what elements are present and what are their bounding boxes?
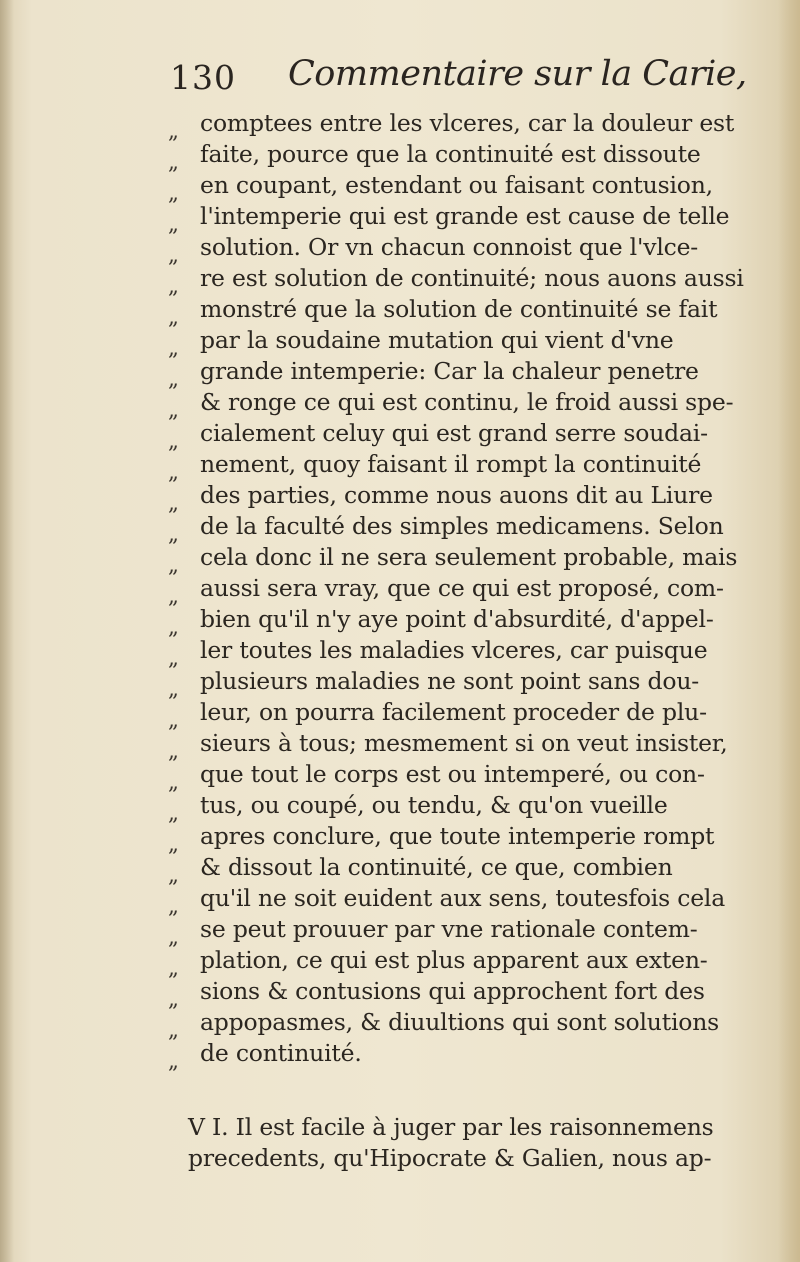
margin-quote-mark: „ (168, 491, 177, 515)
margin-quote-mark: „ (168, 863, 177, 887)
text-line: aussi sera vray, que ce qui est proposé, com- (200, 574, 724, 602)
text-line: de la faculté des simples medicamens. Selon (200, 512, 724, 540)
text-line: de continuité. (200, 1039, 362, 1067)
margin-quote-mark: „ (168, 615, 177, 639)
text-line: se peut prouuer par vne rationale contem- (200, 915, 698, 943)
text-line: grande intemperie: Car la chaleur penetre (200, 357, 699, 385)
text-line: nement, quoy faisant il rompt la continuité (200, 450, 702, 478)
page-number: 130 (170, 58, 236, 97)
text-line: comptees entre les vlceres, car la douleur est (200, 109, 735, 137)
gutter-shadow (0, 0, 14, 1262)
text-line: leur, on pourra facilement proceder de plu- (200, 698, 707, 726)
margin-quote-mark: „ (168, 460, 177, 484)
margin-quote-mark: „ (168, 646, 177, 670)
page-header (170, 52, 770, 100)
margin-quote-mark: „ (168, 398, 177, 422)
margin-quote-mark: „ (168, 119, 177, 143)
margin-quote-mark: „ (168, 1049, 177, 1073)
text-line: en coupant, estendant ou faisant contusion, (200, 171, 713, 199)
margin-quote-mark: „ (168, 770, 177, 794)
text-line: qu'il ne soit euident aux sens, toutesfois cela (200, 884, 726, 912)
text-line: plusieurs maladies ne sont point sans dou- (200, 667, 700, 695)
margin-quote-mark: „ (168, 708, 177, 732)
margin-quote-mark: „ (168, 305, 177, 329)
text-line: monstré que la solution de continuité se fait (200, 295, 718, 323)
margin-quote-mark: „ (168, 584, 177, 608)
text-line: apres conclure, que toute intemperie rompt (200, 822, 715, 850)
text-line: bien qu'il n'y aye point d'absurdité, d'appel- (200, 605, 714, 633)
margin-quote-mark: „ (168, 677, 177, 701)
text-line: & dissout la continuité, ce que, combien (200, 853, 673, 881)
text-line: cela donc il ne sera seulement probable, mais (200, 543, 738, 571)
margin-quote-mark: „ (168, 336, 177, 360)
text-line: faite, pource que la continuité est dissoute (200, 140, 701, 168)
text-line: sions & contusions qui approchent fort des (200, 977, 705, 1005)
text-line: cialement celuy qui est grand serre soudai- (200, 419, 708, 447)
margin-quote-mark: „ (168, 367, 177, 391)
margin-quote-mark: „ (168, 274, 177, 298)
text-line: que tout le corps est ou intemperé, ou con- (200, 760, 705, 788)
margin-quote-mark: „ (168, 956, 177, 980)
margin-quote-mark: „ (168, 987, 177, 1011)
text-line: plation, ce qui est plus apparent aux exten- (200, 946, 708, 974)
running-title: Commentaire sur la Carie, (288, 54, 747, 94)
text-line: tus, ou coupé, ou tendu, & qu'on vueille (200, 791, 668, 819)
text-line: & ronge ce qui est continu, le froid aussi spe- (200, 388, 734, 416)
margin-quote-mark: „ (168, 181, 177, 205)
margin-quote-mark: „ (168, 739, 177, 763)
section-vi-line: precedents, qu'Hipocrate & Galien, nous ap- (188, 1144, 712, 1172)
margin-quote-mark: „ (168, 243, 177, 267)
margin-quote-mark: „ (168, 429, 177, 453)
margin-quote-mark: „ (168, 212, 177, 236)
margin-quote-mark: „ (168, 522, 177, 546)
text-line: ler toutes les maladies vlceres, car puisque (200, 636, 708, 664)
text-line: re est solution de continuité; nous auons aussi (200, 264, 744, 292)
text-line: par la soudaine mutation qui vient d'vne (200, 326, 674, 354)
text-line: l'intemperie qui est grande est cause de telle (200, 202, 730, 230)
margin-quote-mark: „ (168, 553, 177, 577)
margin-quote-mark: „ (168, 801, 177, 825)
text-line: des parties, comme nous auons dit au Liure (200, 481, 713, 509)
text-line: solution. Or vn chacun connoist que l'vlce- (200, 233, 699, 261)
margin-quote-mark: „ (168, 1018, 177, 1042)
text-line: appopasmes, & diuultions qui sont solutions (200, 1008, 720, 1036)
margin-quote-mark: „ (168, 150, 177, 174)
margin-quote-mark: „ (168, 894, 177, 918)
margin-quote-mark: „ (168, 832, 177, 856)
margin-quote-mark: „ (168, 925, 177, 949)
section-vi-line: V I. Il est facile à juger par les raisonnemens (188, 1113, 714, 1141)
edge-shadow (778, 0, 800, 1262)
text-line: sieurs à tous; mesmement si on veut insister, (200, 729, 728, 757)
